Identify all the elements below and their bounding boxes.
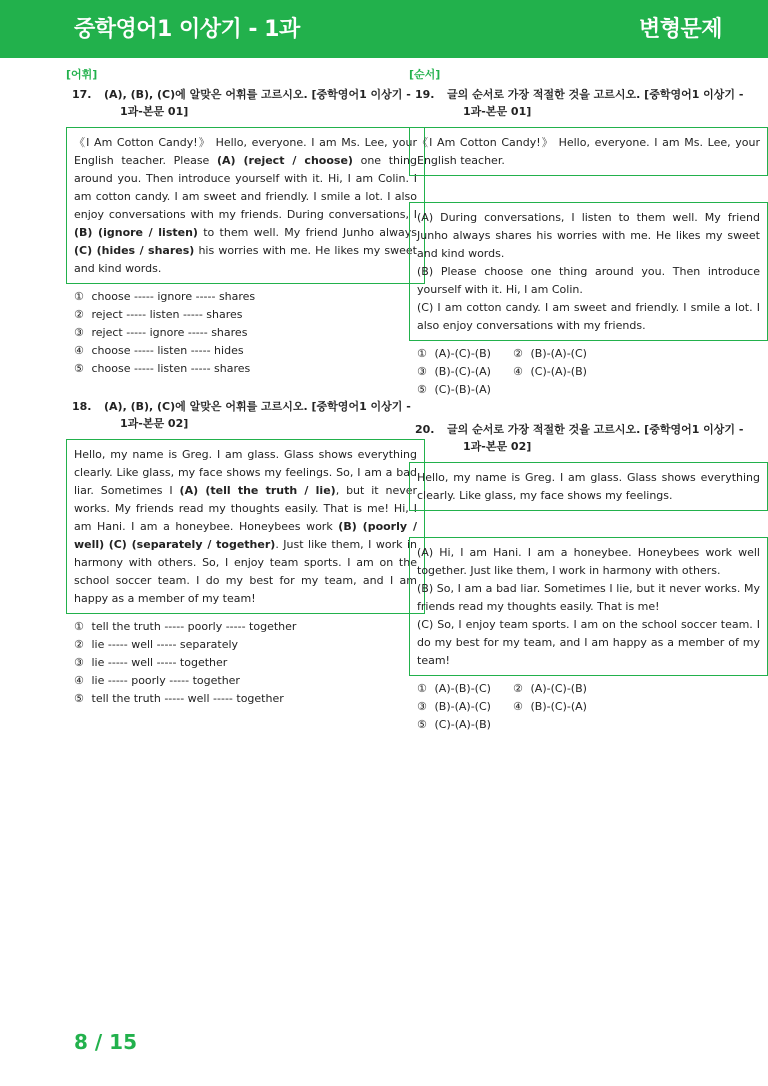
blank-a: (A) (tell the truth / lie)	[179, 484, 336, 497]
section-tag-order: [순서]	[409, 68, 441, 81]
right-column	[409, 66, 768, 734]
question-19-paragraphs	[409, 202, 768, 341]
paragraph-a: (A) During conversations, I listen to them well. My friend Junho always shares his worries with me. He likes my sweet and kind words.	[417, 211, 760, 260]
question-18-choices	[66, 618, 425, 708]
choice-item[interactable]: ① (A)-(C)-(B)	[417, 347, 491, 360]
blank-b: (B) (ignore / listen)	[74, 226, 198, 239]
choice-item[interactable]: ④ lie ----- poorly ----- together	[74, 674, 240, 687]
choice-item[interactable]: ⑤ (C)-(A)-(B)	[417, 718, 491, 731]
blank-c: (C) (separately / together)	[108, 538, 276, 551]
choice-item[interactable]: ② lie ----- well ----- separately	[74, 638, 239, 651]
question-number: 18.	[72, 400, 92, 413]
question-source: 1과-본문 01]	[463, 105, 532, 118]
paragraph-a: (A) Hi, I am Hani. I am a honeybee. Honeybees work well together. Just like them, I work in harmony with others.	[417, 546, 760, 577]
question-source: 1과-본문 02]	[463, 440, 532, 453]
question-19-heading	[409, 86, 768, 120]
section-tag-vocab: [어휘]	[66, 68, 98, 81]
question-18-passage: Hello, my name is Greg. I am glass. Glass shows everything clearly. Like glass, my face shows my feelings. So, I am a bad liar. Sometimes I (A) (tell the truth / lie), but it never works. My friends read my thoughts easily. That is me! Hi, I am Hani. I am a honeybee. Honeybees work (B) (poorly / well) (C) (separately / together). Just like them, I work in harmony with others. So, I enjoy team sports. I am on the school soccer team. I do my best for my team, and I am happy as a member of my team!	[66, 439, 425, 614]
paragraph-b: (B) So, I am a bad liar. Sometimes I lie, but it never works. My friends read my thoughts easily. That is me!	[417, 582, 760, 613]
header-title: 중학영어1 이상기 - 1과	[74, 17, 300, 42]
question-source: 1과-본문 01]	[120, 105, 189, 118]
header-question-type: 변형문제	[638, 17, 722, 42]
question-19-given-text: 《I Am Cotton Candy!》 Hello, everyone. I am Ms. Lee, your English teacher.	[409, 127, 768, 176]
choice-item[interactable]: ⑤ choose ----- listen ----- shares	[74, 362, 251, 375]
question-17-heading	[66, 86, 425, 120]
blank-b: (B) (poorly / well)	[74, 520, 417, 551]
question-20-given-text: Hello, my name is Greg. I am glass. Glass shows everything clearly. Like glass, my face shows my feelings.	[409, 462, 768, 511]
question-number: 20.	[415, 423, 435, 436]
choice-item[interactable]: ③ (B)-(C)-(A)	[417, 365, 491, 378]
choice-item[interactable]: ① choose ----- ignore ----- shares	[74, 290, 256, 303]
choice-item[interactable]: ③ lie ----- well ----- together	[74, 656, 228, 669]
question-20-choices	[409, 680, 768, 734]
paragraph-b: (B) Please choose one thing around you. Then introduce yourself with it. Hi, I am Colin.	[417, 265, 760, 296]
paragraph-c: (C) So, I enjoy team sports. I am on the school soccer team. I do my best for my team, and I am happy as a member of my team!	[417, 618, 760, 667]
page-header	[0, 0, 768, 58]
question-number: 19.	[415, 88, 435, 101]
page-number: 8 / 15	[74, 1030, 137, 1054]
choice-item[interactable]: ④ (B)-(C)-(A)	[513, 700, 587, 713]
choice-item[interactable]: ⑤ (C)-(B)-(A)	[417, 383, 491, 396]
question-20-paragraphs	[409, 537, 768, 676]
question-instruction: 글의 순서로 가장 적절한 것을 고르시오. [중학영어1 이상기 -	[447, 423, 744, 436]
choice-item[interactable]: ② (B)-(A)-(C)	[513, 347, 587, 360]
choice-item[interactable]: ③ (B)-(A)-(C)	[417, 700, 491, 713]
blank-a: (A) (reject / choose)	[216, 154, 353, 167]
question-19-choices	[409, 345, 768, 399]
question-17-passage: 《I Am Cotton Candy!》 Hello, everyone. I am Ms. Lee, your English teacher. Please (A) (reject / choose) one thing around you. Then introduce yourself with it. Hi, I am Colin. I am cotton candy. I am sweet and friendly. I smile a lot. I also enjoy conversations with my friends. During conversations, I (B) (ignore / listen) to them well. My friend Junho always (C) (hides / shares) his worries with me. He likes my sweet and kind words.	[66, 127, 425, 284]
question-20-heading	[409, 421, 768, 455]
choice-item[interactable]: ③ reject ----- ignore ----- shares	[74, 326, 248, 339]
choice-item[interactable]: ② reject ----- listen ----- shares	[74, 308, 243, 321]
choice-item[interactable]: ① tell the truth ----- poorly ----- together	[74, 620, 297, 633]
blank-c: (C) (hides / shares)	[74, 244, 195, 257]
question-instruction: (A), (B), (C)에 알맞은 어휘를 고르시오. [중학영어1 이상기 -	[104, 400, 411, 413]
question-instruction: 글의 순서로 가장 적절한 것을 고르시오. [중학영어1 이상기 -	[447, 88, 744, 101]
choice-item[interactable]: ② (A)-(C)-(B)	[513, 682, 587, 695]
choice-item[interactable]: ④ choose ----- listen ----- hides	[74, 344, 244, 357]
choice-item[interactable]: ④ (C)-(A)-(B)	[513, 365, 587, 378]
choice-item[interactable]: ⑤ tell the truth ----- well ----- together	[74, 692, 284, 705]
question-18-heading	[66, 398, 425, 432]
left-column	[66, 66, 425, 708]
question-17-choices	[66, 288, 425, 378]
question-instruction: (A), (B), (C)에 알맞은 어휘를 고르시오. [중학영어1 이상기 -	[104, 88, 411, 101]
paragraph-c: (C) I am cotton candy. I am sweet and friendly. I smile a lot. I also enjoy conversations with my friends.	[417, 301, 760, 332]
question-source: 1과-본문 02]	[120, 417, 189, 430]
question-number: 17.	[72, 88, 92, 101]
choice-item[interactable]: ① (A)-(B)-(C)	[417, 682, 491, 695]
